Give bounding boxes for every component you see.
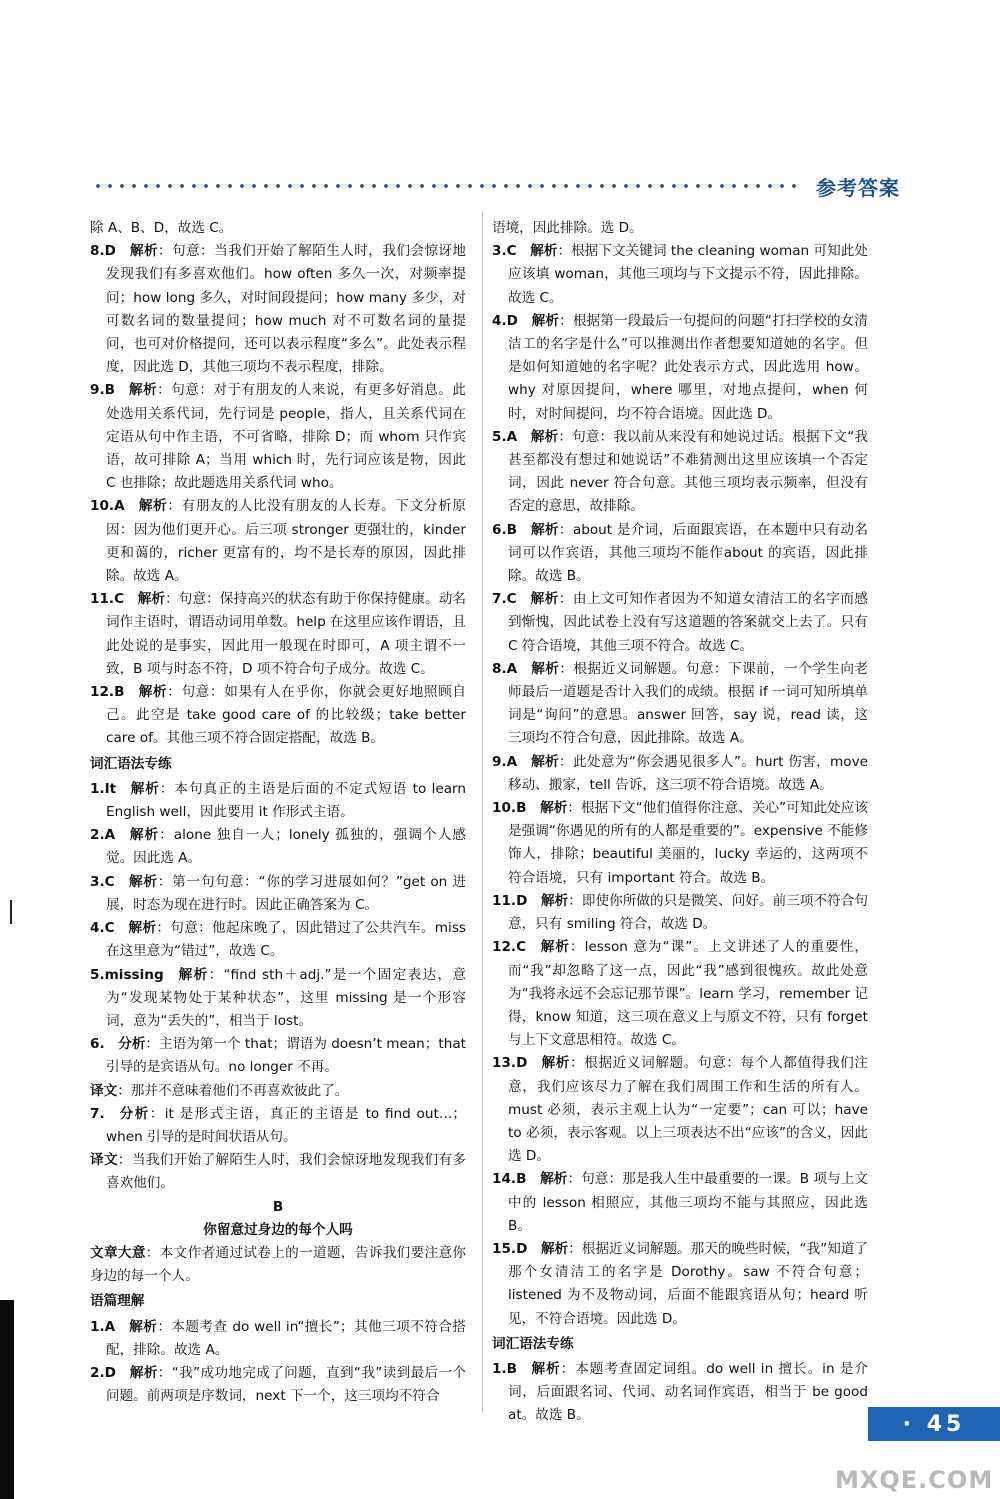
answer-text: ：第一句句意：“你的学习进展如何？”get on 进展，时态为现在进行时。因此正确答案为 C。 xyxy=(106,873,466,913)
answer-entry xyxy=(492,1052,868,1168)
answer-entry xyxy=(492,588,868,658)
summary-tag: 文章大意 xyxy=(90,1244,146,1261)
answer-text: ：句意：他起床晚了，因此错过了公共汽车。miss 在这里意为“错过”，故选 C。 xyxy=(106,920,466,960)
answer-entry xyxy=(90,588,466,681)
answer-number: 1.It xyxy=(90,780,130,797)
answer-number: 4.D xyxy=(492,312,532,329)
answer-text: ：it 是形式主语，真正的主语是 to find out…；when 引导的是时间状语从句。 xyxy=(106,1105,467,1145)
answer-tag: 解析 xyxy=(530,428,559,445)
watermark: MXQE.COM xyxy=(835,1466,994,1494)
answer-entry xyxy=(492,519,868,589)
answer-text: ：句意：保持高兴的状态有助于你保持健康。动名词作主语时，谓语动词用单数。help 在这里应该作谓语，且此处说的是事实，因此用一般现在时即可，A 项主谓不一致，B 项与时态不符，D 项不符合句子成分。故选 C。 xyxy=(106,591,467,677)
translation-tag: 译文 xyxy=(90,1082,118,1099)
answer-entry xyxy=(90,778,466,824)
translation-text: ：那并不意味着他们不再喜欢彼此了。 xyxy=(117,1082,349,1099)
answer-tag: 解析 xyxy=(530,753,560,770)
answer-tag: 解析 xyxy=(531,312,560,329)
answer-text: ：alone 独自一人；lonely 孤独的，强调个人感觉。因此选 A。 xyxy=(106,827,466,867)
summary-text: ：本文作者通过试卷上的一道题，告诉我们要注意你身边的每一个人。 xyxy=(90,1244,467,1285)
answer-entry xyxy=(492,890,868,936)
answer-number: 7. xyxy=(90,1105,119,1122)
answer-entry xyxy=(492,936,868,1052)
answer-text: ：“我”成功地完成了问题，直到“我”读到最后一个问题。前两项是序数词，next 下一个，这三项均不符合 xyxy=(106,1364,467,1405)
article-heading: 你留意过身边的每个人吗 xyxy=(203,1221,353,1238)
answer-entry xyxy=(90,1316,466,1362)
answer-number: 5.A xyxy=(492,428,531,445)
answer-entry xyxy=(90,1103,466,1149)
answer-text: ：有朋友的人比没有朋友的人长寿。下文分析原因：因为他们更开心。后三项 stronger 更强壮的，kinder 更和蔼的，richer 更富有的，均不是长寿的原因，因此排除。故选 A。 xyxy=(106,498,467,585)
answer-text: ：“find sth＋adj.”是一个固定表达，意为“发现某物处于某种状态”，这里 missing 是一个形容词，意为“丢失的”，相当于 lost。 xyxy=(106,966,467,1029)
answer-tag: 解析 xyxy=(128,873,158,890)
translation-entry xyxy=(90,1149,466,1195)
answer-tag: 解析 xyxy=(530,521,559,538)
answer-entry xyxy=(492,1238,868,1331)
answer-entry xyxy=(90,917,466,963)
answer-tag: 解析 xyxy=(128,382,158,399)
answer-entry xyxy=(90,824,466,870)
answer-text: ：主语为第一个 that；谓语为 doesn’t mean；that 引导的是宾语从句。no longer 不再。 xyxy=(106,1036,466,1076)
answer-entry xyxy=(492,240,868,310)
answer-entry xyxy=(90,871,466,917)
answer-entry xyxy=(492,1358,868,1428)
answer-text: ：句意：当我们开始了解陌生人时，我们会惊讶地发现我们有多喜欢他们。how often 多久一次，对频率提问；how long 多久，对时间段提问；how many 多少，对可数名词的数量提问；how much 对不可数名词的量提问，也可对价格提问，还可以表示程度“多么”。此处表示程度，因此选 D，其他三项均不表示程度，排除。 xyxy=(106,243,467,376)
answer-tag: 解析 xyxy=(540,800,568,817)
answer-tag: 解析 xyxy=(540,1171,568,1188)
answer-tag: 解析 xyxy=(530,660,560,677)
answer-text: ：根据近义词解题。句意：下课前，一个学生向老师最后一道题是否计入我们的成绩。根据 if 一词可知所填单词是“询问”的意思。answer 回答，say 说，read 读，这三项均不符合句意，因此排除。故选 A。 xyxy=(508,660,868,747)
continuation-text: 除 A、B、D，故选 C。 xyxy=(90,220,233,236)
answer-tag: 解析 xyxy=(129,780,160,797)
answer-entry xyxy=(90,681,466,751)
answer-text: ：根据下文关键词 the cleaning woman 可知此处应该填 woman，其他三项均与下文提示不符，因此排除。故选 C。 xyxy=(508,243,869,306)
answer-text: ：本题考查固定词组。do well in 擅长。in 是介词，后面跟名词、代词、动名词作宾语，相当于 be good at。故选 B。 xyxy=(508,1360,868,1424)
translation-tag: 译文 xyxy=(90,1152,118,1169)
answer-text: ：本句真正的主语是后面的不定式短语 to learn English well，因此要用 it 作形式主语。 xyxy=(106,780,467,821)
answer-number: 5.missing xyxy=(90,966,178,983)
translation-text: ：当我们开始了解陌生人时，我们会惊讶地发现我们有多喜欢他们。 xyxy=(106,1152,467,1192)
answer-number: 1.B xyxy=(492,1360,531,1377)
continuation-text: 语境，因此排除。选 D。 xyxy=(492,220,643,236)
article-heading: B xyxy=(272,1198,284,1215)
answer-tag: 分析 xyxy=(118,1036,146,1053)
answer-text: ：about 是介词，后面跟宾语，在本题中只有动名词可以作宾语，其他三项均不能作about 的宾语，因此排除。故选 B。 xyxy=(508,521,869,585)
answer-tag: 解析 xyxy=(530,591,559,608)
answer-number: 9.B xyxy=(90,382,129,399)
answer-number: 6.B xyxy=(492,521,531,538)
answer-text: ：根据下文“他们值得你注意、关心”可知此处应该是强调“你遇见的所有的人都是重要的”。expensive 不能修饰人，排除；beautiful 美丽的，lucky 幸运的，这两项不符合语境，只有 important 符合。故选 B。 xyxy=(508,800,869,886)
answer-tag: 解析 xyxy=(129,243,158,260)
answer-number: 6. xyxy=(90,1036,119,1053)
answer-number: 7.C xyxy=(492,591,531,608)
answer-tag: 解析 xyxy=(530,1360,561,1377)
answer-tag: 解析 xyxy=(129,1364,158,1381)
answer-number: 2.A xyxy=(90,827,129,844)
answer-text: ：根据近义词解题。句意：每个人都值得我们注意，我们应该尽力了解在我们周围工作和生活的所有人。must 必须，表示主观上认为“一定要”；can 可以；have to 必须，表示客观。以上三项表达不出“应该”的含义，因此选 D。 xyxy=(508,1055,868,1165)
answer-text: ：即使你所做的只是微笑、问好。前三项不符合句意，只有 smiling 符合，故选 D。 xyxy=(508,892,869,933)
header-dots xyxy=(92,183,802,189)
answer-number: 3.C xyxy=(492,243,531,260)
answer-entry xyxy=(492,1168,868,1238)
answer-tag: 解析 xyxy=(128,920,157,937)
answer-entry xyxy=(90,495,466,588)
left-edge-mark xyxy=(4,900,12,924)
answer-entry xyxy=(492,658,868,751)
answer-number: 1.A xyxy=(90,1318,129,1335)
answer-number: 3.C xyxy=(90,873,129,890)
answer-entry xyxy=(90,1033,466,1079)
answer-text: ：句意：如果有人在乎你，你就会更好地照顾自己。此空是 take good care of 的比较级；take better care of。其他三项不符合固定搭配，故选 B。 xyxy=(106,684,467,747)
answer-number: 10.A xyxy=(90,498,139,515)
answer-tag: 解析 xyxy=(539,939,570,956)
answer-tag: 解析 xyxy=(138,498,168,515)
answer-number: 13.D xyxy=(492,1055,541,1072)
answer-tag: 解析 xyxy=(540,1240,569,1257)
answer-number: 15.D xyxy=(492,1240,541,1257)
answer-tag: 解析 xyxy=(137,591,166,608)
answer-entry xyxy=(492,797,868,890)
section-heading: 词汇语法专练 xyxy=(492,1335,574,1352)
answer-number: 12.C xyxy=(492,939,540,956)
answer-number: 8.A xyxy=(492,660,531,677)
answer-text: ：此处意为“你会遇见很多人”。hurt 伤害，move 移动、搬家，tell 告诉，这三项不符合语境。故选 A。 xyxy=(508,753,869,793)
answer-text: ：根据近义词解题。那天的晚些时候，“我”知道了那个女清洁工的名字是 Dorothy。saw 不符合句意；listened 为不及物动词，后面不能跟宾语从句；heard 听见，不符合语境。因此选 D。 xyxy=(508,1240,869,1327)
answer-number: 14.B xyxy=(492,1171,541,1188)
right-column xyxy=(492,217,868,1428)
column-divider xyxy=(482,212,483,1412)
answer-text: ：本题考查 do well in“擅长”；其他三项不符合搭配，排除。故选 A。 xyxy=(106,1318,467,1358)
answer-text: ：句意：我以前从来没有和她说过话。根据下文“我甚至都没有想过和她说话”不难猜测出这里应该填一个否定词，因此 never 符合句意。其他三项均表示频率，但没有否定的意思，故排除。 xyxy=(508,428,869,515)
section-heading: 词汇语法专练 xyxy=(90,755,172,772)
left-column xyxy=(90,217,466,1408)
section-heading: 语篇理解 xyxy=(90,1293,145,1310)
header-title: 参考答案 xyxy=(816,176,900,200)
answer-number: 8.D xyxy=(90,243,130,260)
answer-tag: 解析 xyxy=(540,1055,571,1072)
answer-tag: 解析 xyxy=(177,966,209,983)
answer-entry xyxy=(492,310,868,426)
translation-entry xyxy=(90,1080,466,1103)
answer-text: ：根据第一段最后一句提问的问题“打扫学校的女清洁工的名字是什么”可以推测出作者想要知道她的名字。但是如何知道她的名字呢？此处表示方式，因此选用 how。why 对原因提问，where 哪里，对地点提问，when 何时，对时间提问，均不符合语境。因此选 D。 xyxy=(508,312,869,422)
answer-text: ：句意：那是我人生中最重要的一课。B 项与上文中的 lesson 相照应，其他三项均不能与其照应，因此选 B。 xyxy=(508,1171,869,1234)
answer-number: 2.D xyxy=(90,1364,130,1381)
answer-number: 9.A xyxy=(492,753,531,770)
answer-text: ：由上文可知作者因为不知道女清洁工的名字而感到惭愧，因此试卷上没有写这道题的答案就交上去了。只有 C 符合语境，其他三项不符合。故选 C。 xyxy=(508,591,869,654)
answer-number: 12.B xyxy=(90,684,139,701)
answer-tag: 分析 xyxy=(118,1105,150,1122)
answer-tag: 解析 xyxy=(138,684,168,701)
answer-tag: 解析 xyxy=(540,892,569,909)
answer-entry xyxy=(90,964,466,1034)
left-edge-bar xyxy=(0,1300,14,1499)
answer-tag: 解析 xyxy=(128,827,160,844)
answer-entry xyxy=(492,751,868,797)
answer-tag: 解析 xyxy=(128,1318,158,1335)
article-summary xyxy=(90,1242,466,1288)
answer-number: 11.D xyxy=(492,892,541,909)
answer-tag: 解析 xyxy=(530,243,558,260)
answer-entry xyxy=(90,379,466,495)
answer-text: ：lesson 意为“课”。上文讲述了人的重要性，而“我”却忽略了这一点，因此“我”感到很愧疚。故此处意为“我将永远不会忘记那节课”。learn 学习，remember 记得，know 知道，这三项在意义上与原文不符，只有 forget 与上下文意思相符。故选 C。 xyxy=(508,939,868,1049)
answer-text: ：句意：对于有朋友的人来说，有更多好消息。此处选用关系代词，先行词是 people，指人，且关系代词在定语从句中作主语，不可省略，排除 D；而 whom 只作宾语，故可排除 A；当用 which 时，先行词应该是物，因此 C 也排除；故此题选用关系代词 who。 xyxy=(106,382,467,492)
answer-number: 11.C xyxy=(90,591,138,608)
answer-entry xyxy=(90,1362,466,1408)
answer-entry xyxy=(492,426,868,519)
answer-entry xyxy=(90,240,466,379)
answer-number: 10.B xyxy=(492,800,541,817)
page-number-tab: · 45 xyxy=(868,1407,1000,1441)
answer-number: 4.C xyxy=(90,920,129,937)
